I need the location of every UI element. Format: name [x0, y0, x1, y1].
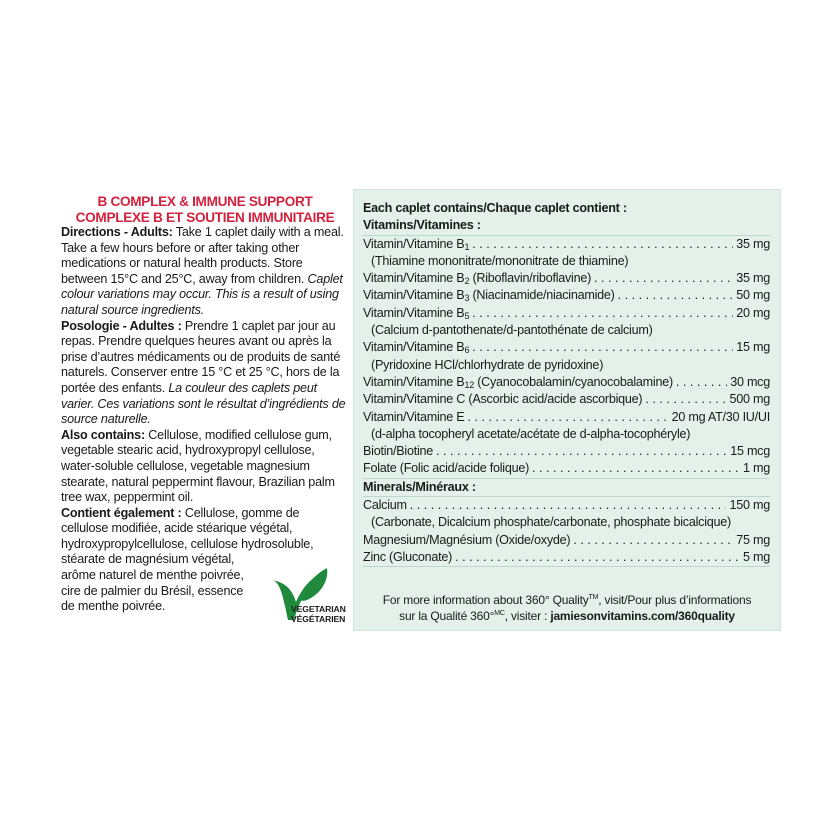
vegetarian-label	[291, 604, 346, 624]
ingredient-row-b2	[363, 270, 770, 287]
magnesium-label: Magnesium/Magnésium (Oxide/oxyde)	[363, 532, 571, 547]
leader-dots	[618, 287, 734, 304]
leader-dots	[410, 497, 727, 514]
b3-label: Vitamin/Vitamine B	[363, 288, 465, 303]
ingredient-row-folate	[363, 460, 770, 478]
b12-label: Vitamin/Vitamine B	[363, 374, 465, 389]
b3-value: 50 mg	[736, 288, 770, 303]
ingredient-row-zinc	[363, 549, 770, 567]
contient-line: de menthe poivrée.	[61, 599, 166, 614]
ingredient-list	[363, 200, 770, 567]
calcium-note: (Carbonate, Dicalcium phosphate/carbonate, phosphate bicalcique)	[371, 515, 731, 530]
also-contains-label: Also contains:	[61, 427, 145, 442]
ingredient-row-b5	[363, 305, 770, 322]
b5-note: (Calcium d-pantothenate/d-pantothénate de calcium)	[371, 323, 653, 338]
b3-extra: (Niacinamide/niacinamide)	[469, 288, 615, 303]
supplement-facts-panel	[353, 189, 781, 631]
posologie-label: Posologie - Adultes :	[61, 318, 182, 333]
ingredient-row-c	[363, 391, 770, 408]
directions-label: Directions - Adults:	[61, 225, 173, 239]
calcium-value: 150 mg	[729, 498, 770, 513]
posologie-paragraph	[61, 319, 349, 428]
leader-dots	[472, 305, 733, 322]
directions-text: Take 1 caplet daily with a meal. Take a few hours before or after taking other medications or natural health products. Store between 15°C and 25°C, away from children.	[61, 225, 344, 286]
posologie-note: La couleur des caplets peut varier. Ces variations sont le résultat d’ingrédients de source naturelle.	[61, 380, 346, 427]
trademark-mark-fr: MC	[494, 610, 505, 617]
leader-dots	[467, 409, 668, 426]
b6-subscript: 6	[464, 345, 470, 356]
b12-value: 30 mcg	[730, 374, 770, 389]
contient-label: Contient également :	[61, 505, 182, 520]
b1-subscript: 1	[464, 241, 470, 252]
trademark-mark: TM	[588, 594, 599, 601]
ingredient-row-biotin	[363, 443, 770, 460]
zinc-value: 5 mg	[743, 549, 770, 564]
contient-line: stéarate de magnésium végétal,	[61, 552, 235, 567]
leader-dots	[436, 443, 727, 460]
contient-line: arôme naturel de menthe poivrée,	[61, 568, 244, 583]
e-label: Vitamin/Vitamine E	[363, 409, 465, 424]
b2-label: Vitamin/Vitamine B	[363, 271, 465, 286]
leader-dots	[594, 270, 733, 287]
folate-value: 1 mg	[743, 461, 770, 476]
b2-subscript: 2	[464, 276, 470, 287]
e-value: 20 mg AT/30 IU/UI	[671, 409, 770, 424]
product-info-column	[61, 194, 349, 615]
biotin-label: Biotin/Biotine	[363, 444, 434, 459]
footer-line-2	[359, 608, 775, 624]
biotin-value: 15 mcg	[730, 444, 770, 459]
product-title-en: B COMPLEX & IMMUNE SUPPORT	[97, 194, 313, 209]
ingredient-row-calcium	[363, 497, 770, 514]
vegetarian-badge	[269, 566, 349, 626]
footer-text: , visit/Pour plus d’informations	[598, 593, 752, 607]
contient-paragraph	[61, 506, 349, 553]
b12-subscript: 12	[464, 379, 474, 390]
b1-note: (Thiamine mononitrate/mononitrate de thiamine)	[371, 253, 629, 268]
also-contains-text: Cellulose, modified cellulose gum, vegetable stearic acid, hydroxypropyl cellulose, water-soluble cellulose, vegetable magnesium stearate, natural peppermint flavour, Brazilian palm tree wax, peppermint oil.	[61, 427, 335, 505]
leader-dots	[676, 374, 727, 391]
b3-subscript: 3	[464, 293, 470, 304]
c-value: 500 mg	[729, 392, 770, 407]
contient-text: Cellulose, gomme de cellulose modifiée, acide stéarique végétal, hydroxypropylcellulose, cellulose hydrosoluble,	[61, 505, 314, 551]
leader-dots	[573, 532, 733, 549]
magnesium-value: 75 mg	[736, 532, 770, 547]
ingredient-row-e	[363, 409, 770, 426]
b5-subscript: 5	[464, 310, 470, 321]
b6-label: Vitamin/Vitamine B	[363, 340, 465, 355]
leader-dots	[472, 339, 733, 356]
footer-text: sur la Qualité 360°	[399, 609, 495, 623]
vegetarian-en: VEGETARIAN	[291, 604, 346, 614]
quality-footer	[359, 592, 775, 624]
ingredient-row-b1	[363, 236, 770, 253]
calcium-label: Calcium	[363, 498, 407, 513]
ingredient-row-b12	[363, 374, 770, 391]
b5-label: Vitamin/Vitamine B	[363, 305, 465, 320]
c-label: Vitamin/Vitamine C (Ascorbic acid/acide ascorbique)	[363, 392, 643, 407]
ingredient-row-b6	[363, 339, 770, 356]
directions-paragraph	[61, 225, 349, 319]
footer-text: For more information about 360° Quality	[382, 593, 589, 607]
footer-line-1	[359, 592, 775, 608]
posologie-text: Prendre 1 caplet par jour au repas. Prendre quelques heures avant ou après la prise d’autres médicaments ou de produits de santé naturels. Conserver entre 15 °C et 25 °C, hors de la portée des enfants.	[61, 318, 341, 395]
b6-value: 15 mg	[736, 340, 770, 355]
directions-note: Caplet colour variations may occur. This is a result of using natural source ingredients.	[61, 271, 343, 317]
panel-header: Each caplet contains/Chaque caplet contient :	[363, 201, 627, 215]
ingredient-row-b3	[363, 287, 770, 304]
leader-dots	[645, 391, 726, 408]
vitamins-heading: Vitamins/Vitamines :	[363, 217, 770, 235]
contient-line: cire de palmier du Brésil, essence	[61, 583, 244, 598]
e-note: (d-alpha tocopheryl acetate/acétate de d-alpha-tocophéryle)	[371, 426, 691, 441]
ingredient-row-magnesium	[363, 532, 770, 549]
product-title-fr: COMPLEXE B ET SOUTIEN IMMUNITAIRE	[75, 209, 335, 225]
folate-label: Folate (Folic acid/acide folique)	[363, 461, 530, 476]
b12-extra: (Cyanocobalamin/cyanocobalamine)	[473, 374, 673, 389]
b2-extra: (Riboflavin/riboflavine)	[469, 271, 592, 286]
b1-value: 35 mg	[736, 236, 770, 251]
zinc-label: Zinc (Gluconate)	[363, 549, 453, 564]
b6-note: (Pyridoxine HCl/chlorhydrate de pyridoxine)	[371, 357, 604, 372]
minerals-heading: Minerals/Minéraux :	[363, 479, 770, 497]
vegetarian-fr: VÉGÉTARIEN	[291, 614, 346, 624]
b5-value: 20 mg	[736, 305, 770, 320]
b2-value: 35 mg	[736, 271, 770, 286]
also-contains-paragraph	[61, 428, 349, 506]
website-link[interactable]: jamiesonvitamins.com/360quality	[550, 609, 735, 623]
footer-text: , visiter :	[504, 609, 551, 623]
leader-dots	[532, 460, 740, 477]
leader-dots	[455, 549, 740, 566]
b1-label: Vitamin/Vitamine B	[363, 236, 465, 251]
leader-dots	[472, 236, 733, 253]
